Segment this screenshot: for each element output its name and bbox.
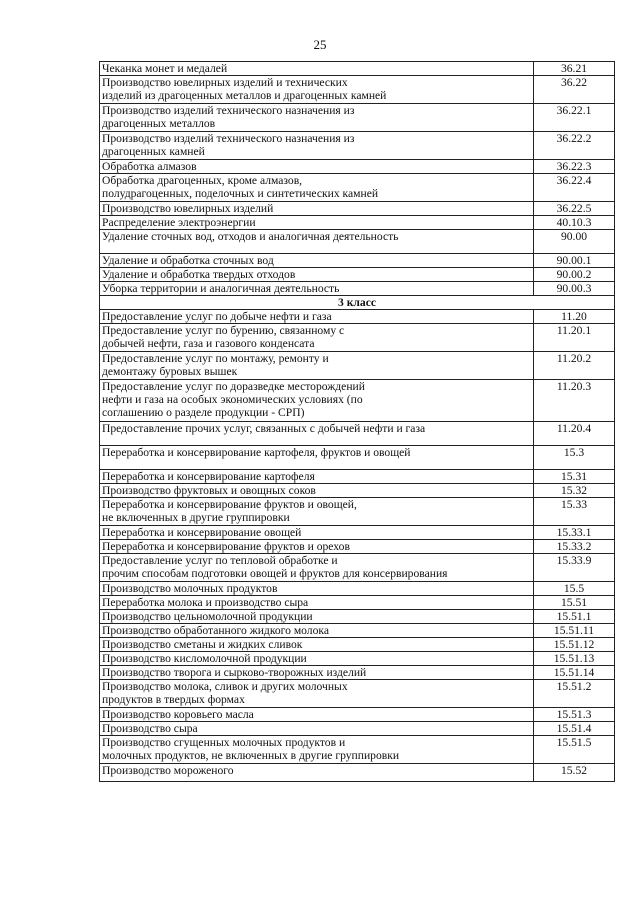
activity-code: 90.00.1 [534,254,615,268]
activity-name: Производство сгущенных молочных продуктов и молочных продуктов, не включенных в другие группировки [100,736,534,764]
table-row [100,422,615,446]
activity-code: 15.33.9 [534,554,615,582]
table-row [100,526,615,540]
page-number: 25 [313,37,327,52]
table-row [100,216,615,230]
table-row [100,282,615,296]
table-row [100,722,615,736]
table-row [100,324,615,352]
activity-code: 15.31 [534,470,615,484]
table-row [100,708,615,722]
table-row [100,254,615,268]
activity-code: 15.5 [534,582,615,596]
activity-code: 15.51.4 [534,722,615,736]
activity-name: Чеканка монет и медалей [100,62,534,76]
activity-code: 11.20 [534,310,615,324]
table-row [100,62,615,76]
activity-name: Распределение электроэнергии [100,216,534,230]
table-row [100,652,615,666]
activity-name: Предоставление прочих услуг, связанных с добычей нефти и газа [100,422,534,446]
activity-code: 90.00 [534,230,615,254]
activity-name: Обработка драгоценных, кроме алмазов, полудрагоценных, поделочных и синтетических камней [100,174,534,202]
table-row [100,554,615,582]
activity-code: 15.51.3 [534,708,615,722]
activity-name: Производство кисломолочной продукции [100,652,534,666]
table-row [100,104,615,132]
activity-name: Производство цельномолочной продукции [100,610,534,624]
activity-name: Переработка и консервирование овощей [100,526,534,540]
table-row [100,736,615,764]
activity-code: 40.10.3 [534,216,615,230]
table-row [100,680,615,708]
activity-name: Переработка и консервирование картофеля, фруктов и овощей [100,446,534,470]
table-row [100,484,615,498]
activity-name: Обработка алмазов [100,160,534,174]
activity-name: Производство сыра [100,722,534,736]
activity-code: 11.20.1 [534,324,615,352]
table-row [100,160,615,174]
table-row [100,498,615,526]
activity-name: Предоставление услуг по доразведке месторождений нефти и газа на особых экономических условиях (по соглашению о разделе продукции - СРП) [100,380,534,422]
activity-code: 90.00.3 [534,282,615,296]
table-row [100,174,615,202]
table-row [100,596,615,610]
activity-code: 36.22.4 [534,174,615,202]
activity-name: Производство ювелирных изделий [100,202,534,216]
activity-code: 15.51.11 [534,624,615,638]
activity-name: Предоставление услуг по тепловой обработке и прочим способам подготовки овощей и фруктов для консервирования [100,554,534,582]
activity-name: Производство изделий технического назначения из драгоценных металлов [100,104,534,132]
classification-table [99,61,615,782]
activity-code: 15.51.1 [534,610,615,624]
activity-code: 11.20.2 [534,352,615,380]
table-row [100,446,615,470]
activity-name: Переработка и консервирование фруктов и овощей, не включенных в другие группировки [100,498,534,526]
section-title: 3 класс [100,296,615,310]
activity-code: 15.3 [534,446,615,470]
activity-name: Переработка молока и производство сыра [100,596,534,610]
table-row [100,624,615,638]
activity-code: 15.52 [534,764,615,782]
activity-code: 15.32 [534,484,615,498]
table-row [100,380,615,422]
table-row [100,470,615,484]
activity-name: Предоставление услуг по бурению, связанному с добычей нефти, газа и газового конденсата [100,324,534,352]
activity-code: 36.22 [534,76,615,104]
activity-code: 36.22.5 [534,202,615,216]
table-row [100,352,615,380]
activity-name: Удаление сточных вод, отходов и аналогичная деятельность [100,230,534,254]
table-row [100,230,615,254]
activity-code: 90.00.2 [534,268,615,282]
table-row [100,610,615,624]
activity-code: 11.20.3 [534,380,615,422]
table-row [100,582,615,596]
table-row [100,76,615,104]
activity-name: Производство молочных продуктов [100,582,534,596]
activity-name: Производство сметаны и жидких сливок [100,638,534,652]
activity-name: Предоставление услуг по монтажу, ремонту и демонтажу буровых вышек [100,352,534,380]
activity-name: Производство фруктовых и овощных соков [100,484,534,498]
activity-code: 36.21 [534,62,615,76]
table-row [100,638,615,652]
activity-name: Производство обработанного жидкого молока [100,624,534,638]
table-row [100,202,615,216]
activity-name: Уборка территории и аналогичная деятельность [100,282,534,296]
activity-code: 15.33.2 [534,540,615,554]
table-row [100,764,615,782]
activity-code: 15.51.12 [534,638,615,652]
activity-name: Удаление и обработка сточных вод [100,254,534,268]
activity-name: Производство творога и сырково-творожных изделий [100,666,534,680]
activity-name: Производство изделий технического назначения из драгоценных камней [100,132,534,160]
table-row [100,540,615,554]
activity-name: Предоставление услуг по добыче нефти и газа [100,310,534,324]
table-row [100,132,615,160]
table-row [100,310,615,324]
activity-name: Производство мороженого [100,764,534,782]
table-row [100,666,615,680]
activity-code: 15.33.1 [534,526,615,540]
activity-name: Удаление и обработка твердых отходов [100,268,534,282]
table-body [100,62,615,782]
activity-code: 36.22.2 [534,132,615,160]
activity-code: 15.51.2 [534,680,615,708]
section-row [100,296,615,310]
table-row [100,268,615,282]
activity-code: 36.22.3 [534,160,615,174]
activity-name: Переработка и консервирование картофеля [100,470,534,484]
activity-code: 15.33 [534,498,615,526]
activity-name: Переработка и консервирование фруктов и орехов [100,540,534,554]
activity-name: Производство молока, сливок и других молочных продуктов в твердых формах [100,680,534,708]
activity-name: Производство коровьего масла [100,708,534,722]
activity-code: 36.22.1 [534,104,615,132]
activity-name: Производство ювелирных изделий и технических изделий из драгоценных металлов и драгоценных камней [100,76,534,104]
activity-code: 15.51.13 [534,652,615,666]
activity-code: 11.20.4 [534,422,615,446]
activity-code: 15.51.5 [534,736,615,764]
activity-code: 15.51 [534,596,615,610]
activity-code: 15.51.14 [534,666,615,680]
